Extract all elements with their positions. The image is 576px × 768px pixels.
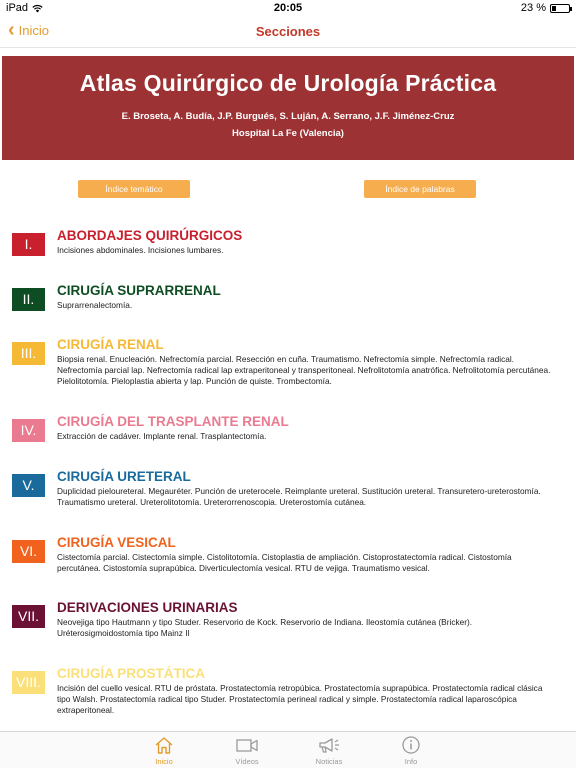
section-number: II. [12, 288, 45, 311]
title-banner [2, 56, 574, 160]
nav-title: Secciones [255, 24, 321, 39]
section-number: III. [12, 342, 45, 365]
section-description: Incisiones abdominales. Incisiones lumbares. [57, 245, 224, 255]
back-button-label: Inicio [18, 22, 50, 38]
navigation-bar [0, 16, 576, 48]
megaphone-icon [317, 735, 341, 755]
section-description: Suprarrenalectomía. [57, 300, 133, 310]
section-title: CIRUGÍA URETERAL [57, 469, 191, 484]
section-description: Duplicidad pieloureteral. Megauréter. Punción de ureterocele. Reimplante ureteral. Sustitución ureteral. Transuretero-ureterostomía. Traumatismo ureteral. Ureterolitotomía. Ureterorrenoscopia. Ureterostomía cutánea. [57, 486, 541, 507]
section-title: ABORDAJES QUIRÚRGICOS [57, 228, 243, 243]
section-title: DERIVACIONES URINARIAS [57, 600, 238, 615]
section-number: V. [12, 474, 45, 497]
tab-label: Noticias [315, 757, 343, 766]
tab-label: Inicio [155, 757, 173, 766]
home-icon [154, 735, 174, 755]
section-title: CIRUGÍA PROSTÁTICA [57, 666, 205, 681]
section-description: Extracción de cadáver. Implante renal. Trasplantectomía. [57, 431, 267, 441]
battery-fill [552, 6, 556, 11]
thematic-index-button[interactable]: Índice temático [78, 180, 190, 198]
section-number: I. [12, 233, 45, 256]
section-number: VIII. [12, 671, 45, 694]
tab-videos[interactable] [212, 735, 282, 766]
section-description: Incisión del cuello vesical. RTU de próstata. Prostatectomía retropúbica. Prostatectomía suprapúbica. Prostatectomía radical clásica tipo Walsh. Prostatectomía radical tipo Studer. Prostatectomía perineal radical y simple. Prostatectomía radical laparoscópica extraperitoneal. [57, 683, 543, 715]
battery-percent: 23 % [520, 2, 546, 14]
authors: E. Broseta, A. Budía, J.P. Burgués, S. Luján, A. Serrano, J.F. Jiménez-Cruz [121, 111, 455, 122]
tab-label: Info [404, 757, 418, 766]
battery-icon [550, 4, 570, 13]
tab-label: Vídeos [235, 757, 259, 766]
video-icon [235, 735, 259, 755]
section-number: VI. [12, 540, 45, 563]
status-right [521, 2, 570, 14]
tab-info[interactable] [376, 735, 446, 766]
tab-inicio[interactable] [129, 735, 199, 766]
section-title: CIRUGÍA SUPRARRENAL [57, 283, 221, 298]
word-index-button[interactable]: Índice de palabras [364, 180, 476, 198]
tab-noticias[interactable] [294, 735, 364, 766]
section-description: Cistectomía parcial. Cistectomía simple. Cistolitotomía. Cistoplastia de ampliación. Cistoprostatectomía radical. Cistostomía percutánea. Cistostomía suprapúbica. Diverticulectomía vesical. RTU de vejiga. Traumatismo vesical. [57, 552, 512, 573]
info-icon [401, 735, 421, 755]
hospital: Hospital La Fe (Valencia) [232, 128, 344, 139]
atlas-title: Atlas Quirúrgico de Urología Práctica [79, 70, 497, 96]
section-description: Biopsia renal. Enucleación. Nefrectomía parcial. Resección en cuña. Traumatismo. Nefrectomía simple. Nefrectomía radical. Nefrectomía parcial lap. Nefrectomía radical lap extraperitoneal y transperitoneal. Nefrolitotomía anatrófica. Nefrolitotomía percutánea. Pielolitotomía. Pieloplastia abierta y lap. Punción de quiste. Trombectomía. [57, 354, 551, 386]
section-title: CIRUGÍA VESICAL [57, 535, 176, 550]
status-bar [0, 0, 576, 16]
section-number: IV. [12, 419, 45, 442]
device-name: iPad [6, 2, 29, 14]
section-description: Neovejiga tipo Hautmann y tipo Studer. Reservorio de Kock. Reservorio de Indiana. Ileostomía cutánea (Bricker). Uréterosigmoidostomía tipo Mainz II [57, 617, 473, 638]
section-title: CIRUGÍA DEL TRASPLANTE RENAL [57, 414, 289, 429]
section-number: VII. [12, 605, 45, 628]
chevron-left-icon: ‹ [8, 19, 15, 41]
status-time: 20:05 [273, 2, 303, 14]
tab-bar [0, 731, 576, 768]
section-title: CIRUGÍA RENAL [57, 337, 164, 352]
